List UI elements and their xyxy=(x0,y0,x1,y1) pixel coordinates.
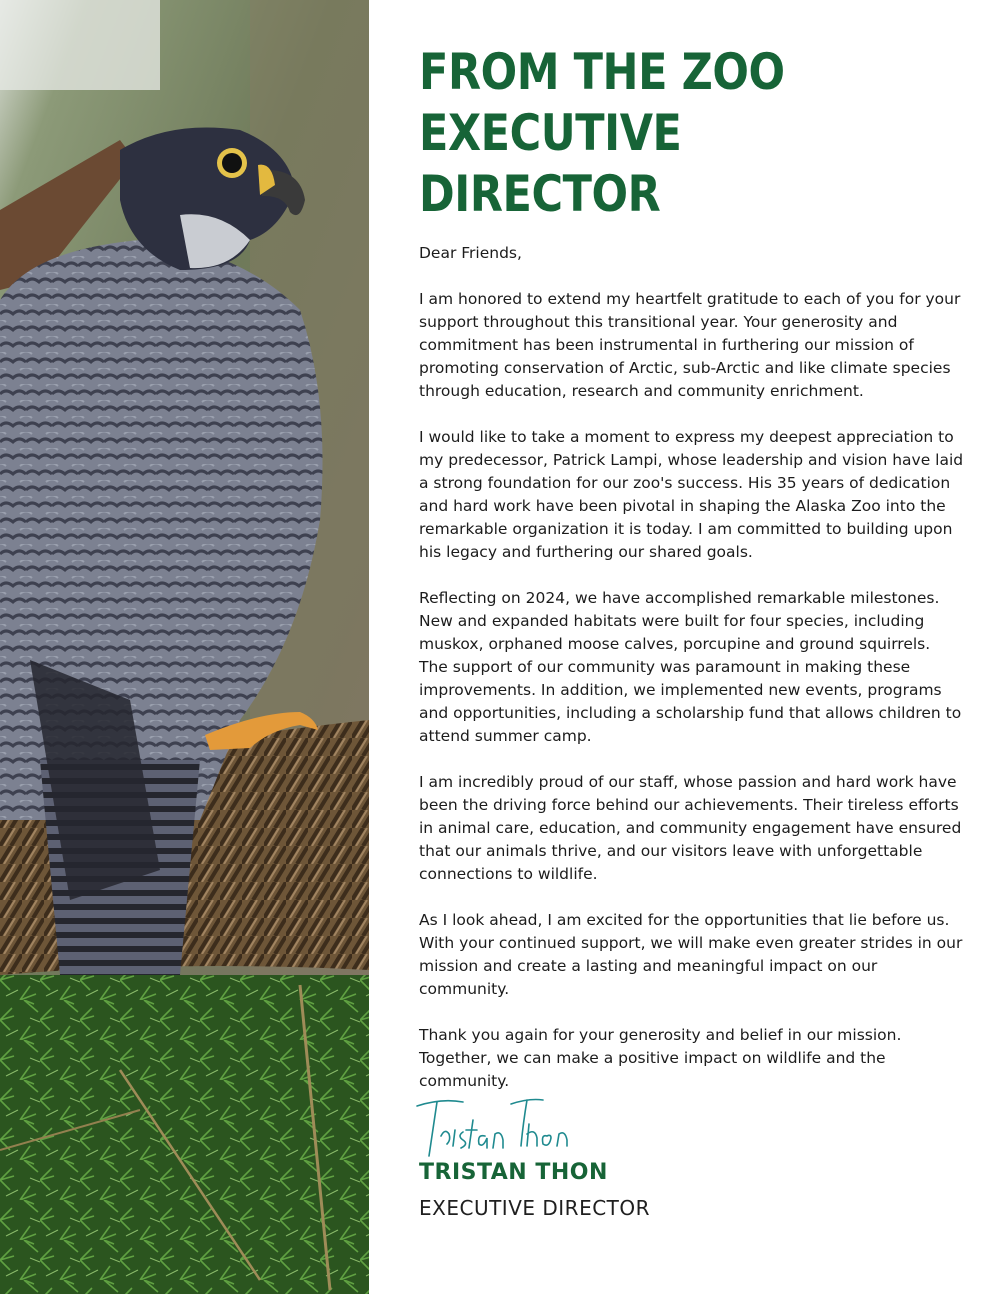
photo-collage xyxy=(0,0,369,1294)
paragraph: I would like to take a moment to express my deepest appreciation to my predecessor, Patrick Lampi, whose leadership and vision have laid a strong foundation for our zoo's success. His 35 years of dedication and hard work have been pivotal in shaping the Alaska Zoo into the remarkable organization it is today. I am committed to building upon his legacy and furthering our shared goals. xyxy=(419,428,964,561)
falcon-photo xyxy=(0,0,369,975)
paragraph: As I look ahead, I am excited for the opportunities that lie before us. With your continued support, we will make even greater strides in our mission and create a lasting and meaningful impact on our community. xyxy=(419,911,963,998)
title-line: FROM THE ZOO xyxy=(419,43,785,101)
paragraph: Thank you again for your generosity and belief in our mission. Together, we can make a positive impact on wildlife and the community. xyxy=(419,1026,902,1090)
signer-title: EXECUTIVE DIRECTOR xyxy=(419,1196,651,1220)
signer-name: TRISTAN THON xyxy=(419,1160,608,1185)
conifer-photo xyxy=(0,975,369,1294)
paragraph: I am incredibly proud of our staff, whose passion and hard work have been the driving force behind our achievements. Their tireless efforts in animal care, education, and community engagement have ensured that our animals thrive, and our visitors leave with unforgettable connections to wildlife. xyxy=(419,773,962,883)
title-line: DIRECTOR xyxy=(419,165,661,223)
letter-body xyxy=(419,242,964,1116)
handwritten-signature xyxy=(411,1084,571,1164)
paragraph: I am honored to extend my heartfelt gratitude to each of you for your support throughout this transitional year. Your generosity and commitment has been instrumental in furthering our mission of promoting conservation of Arctic, sub-Arctic and like climate species through education, research and community enrichment. xyxy=(419,290,961,400)
paragraph: Reflecting on 2024, we have accomplished remarkable milestones. New and expanded habitats were built for four species, including muskox, orphaned moose calves, porcupine and ground squirrels. The support of our community was paramount in making these improvements. In addition, we implemented new events, programs and opportunities, including a scholarship fund that allows children to attend summer camp. xyxy=(419,589,962,745)
photo-column xyxy=(0,0,369,1294)
salutation: Dear Friends, xyxy=(419,244,522,262)
title-line: EXECUTIVE xyxy=(419,104,682,162)
page-title xyxy=(419,42,901,225)
